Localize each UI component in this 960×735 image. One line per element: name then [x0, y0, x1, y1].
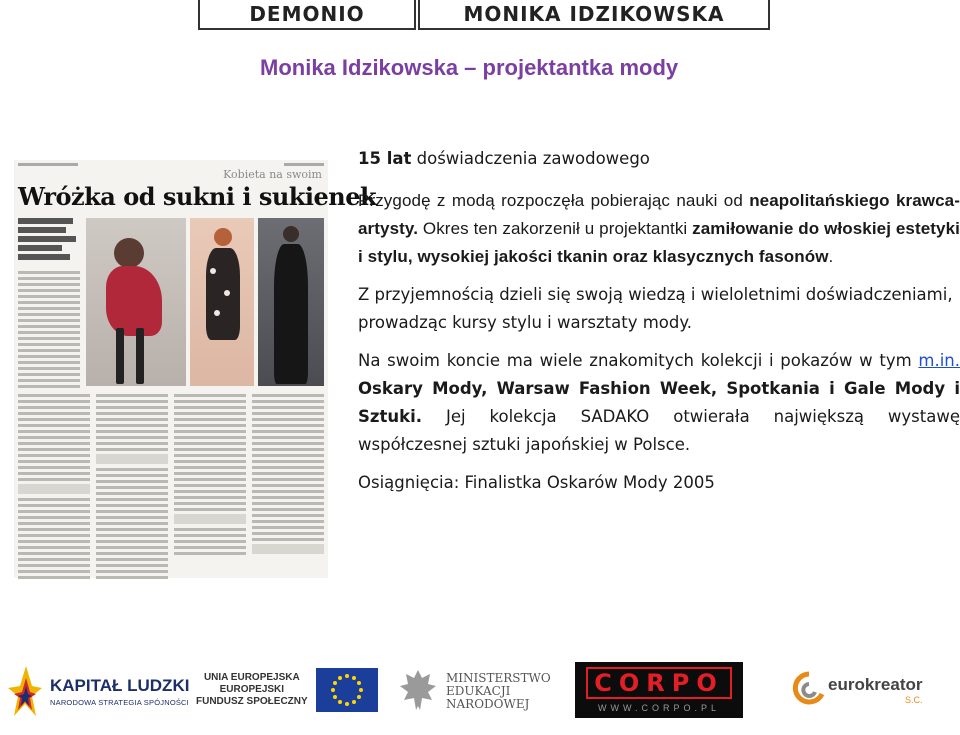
- para3-text-b: Oskary Mody, Warsaw Fashion Week, Spotkania i Gale Mody i Sztuki.: [358, 379, 960, 426]
- clip-photo-floral-dress: [190, 218, 254, 386]
- corpo-logo: [575, 662, 743, 718]
- para1-text-b: neapolitańskiego krawca-artysty.: [358, 191, 960, 238]
- ue-line-1: UNIA EUROPEJSKA: [203, 672, 300, 683]
- eurokreator-wordmark: eurokreator: [828, 675, 923, 694]
- polish-eagle-icon: [396, 666, 440, 716]
- clip-kicker: Kobieta na swoim: [223, 168, 322, 181]
- page-title: Monika Idzikowska – projektantka mody: [260, 55, 679, 80]
- para1-text-d: zamiłowanie do włoskiej estetyki i stylu, wysokiej jakości tkanin oraz klasycznych fasonów: [358, 219, 960, 266]
- eurokreator-logo: [792, 670, 922, 710]
- kapital-ludzki-title: KAPITAŁ LUDZKI: [50, 675, 190, 695]
- clip-sidebar-text: [18, 218, 80, 391]
- clip-headline: Wróżka od sukni i sukienek: [18, 182, 377, 211]
- men-line-2: EDUKACJI: [446, 683, 511, 698]
- ue-line-3: FUNDUSZ SPOŁECZNY: [196, 696, 308, 707]
- eu-flag-icon: [316, 668, 378, 712]
- clip-photo-red-dress: [86, 218, 186, 386]
- kapital-ludzki-star-icon: [6, 664, 44, 718]
- men-line-1: MINISTERSTWO: [446, 670, 551, 685]
- monika-logo-text: MONIKA IDZIKOWSKA: [463, 2, 725, 26]
- corpo-wordmark: CORPO: [586, 667, 732, 699]
- ue-line-2: EUROPEJSKI: [219, 684, 285, 695]
- para1-text-c: Okres ten zakorzenił u projektantki: [418, 219, 693, 238]
- eu-social-fund-logo: [196, 668, 378, 712]
- para1-text-e: .: [828, 247, 834, 266]
- eurokreator-swirl-icon: [792, 670, 826, 710]
- bio-paragraph-1: [358, 187, 960, 271]
- eurokreator-sc: S.C.: [904, 695, 923, 705]
- para3-text-c: Jej kolekcja SADAKO otwierała największą wystawę współczesnej sztuki japońskiej w Polsce.: [358, 407, 960, 454]
- men-logo: [396, 666, 551, 716]
- newspaper-clipping-image: [14, 160, 377, 578]
- monika-idzikowska-logo: [418, 0, 770, 30]
- demonio-logo: [198, 0, 416, 30]
- experience-text: doświadczenia zawodowego: [411, 149, 650, 168]
- experience-years: 15 lat: [358, 149, 412, 168]
- bio-content: [358, 145, 960, 507]
- minn-link[interactable]: m.in.: [918, 351, 960, 370]
- header-banner: [198, 0, 770, 32]
- demonio-logo-text: DEMONIO: [249, 2, 365, 26]
- achievements: Osiągnięcia: Finalistka Oskarów Mody 2005: [358, 473, 715, 492]
- para1-text-a: Przygodę z modą rozpoczęła pobierając nauki od: [358, 191, 750, 210]
- bio-paragraph-2: Z przyjemnością dzieli się swoją wiedzą i wieloletnimi doświadczeniami, prowadząc kursy stylu i warsztaty mody.: [358, 285, 953, 332]
- kapital-ludzki-subtitle: NARODOWA STRATEGIA SPÓJNOŚCI: [50, 697, 189, 707]
- corpo-url: WWW.CORPO.PL: [598, 703, 720, 713]
- men-line-3: NARODOWEJ: [446, 696, 530, 711]
- bio-paragraph-3: [358, 347, 960, 459]
- experience-line: [358, 145, 960, 173]
- clip-article-columns: [18, 394, 324, 574]
- kapital-ludzki-logo: [6, 664, 189, 718]
- footer-logos: [0, 658, 960, 735]
- para3-text-a: Na swoim koncie ma wiele znakomitych kolekcji i pokazów w tym: [358, 351, 919, 370]
- clip-photo-black-gown: [258, 218, 324, 386]
